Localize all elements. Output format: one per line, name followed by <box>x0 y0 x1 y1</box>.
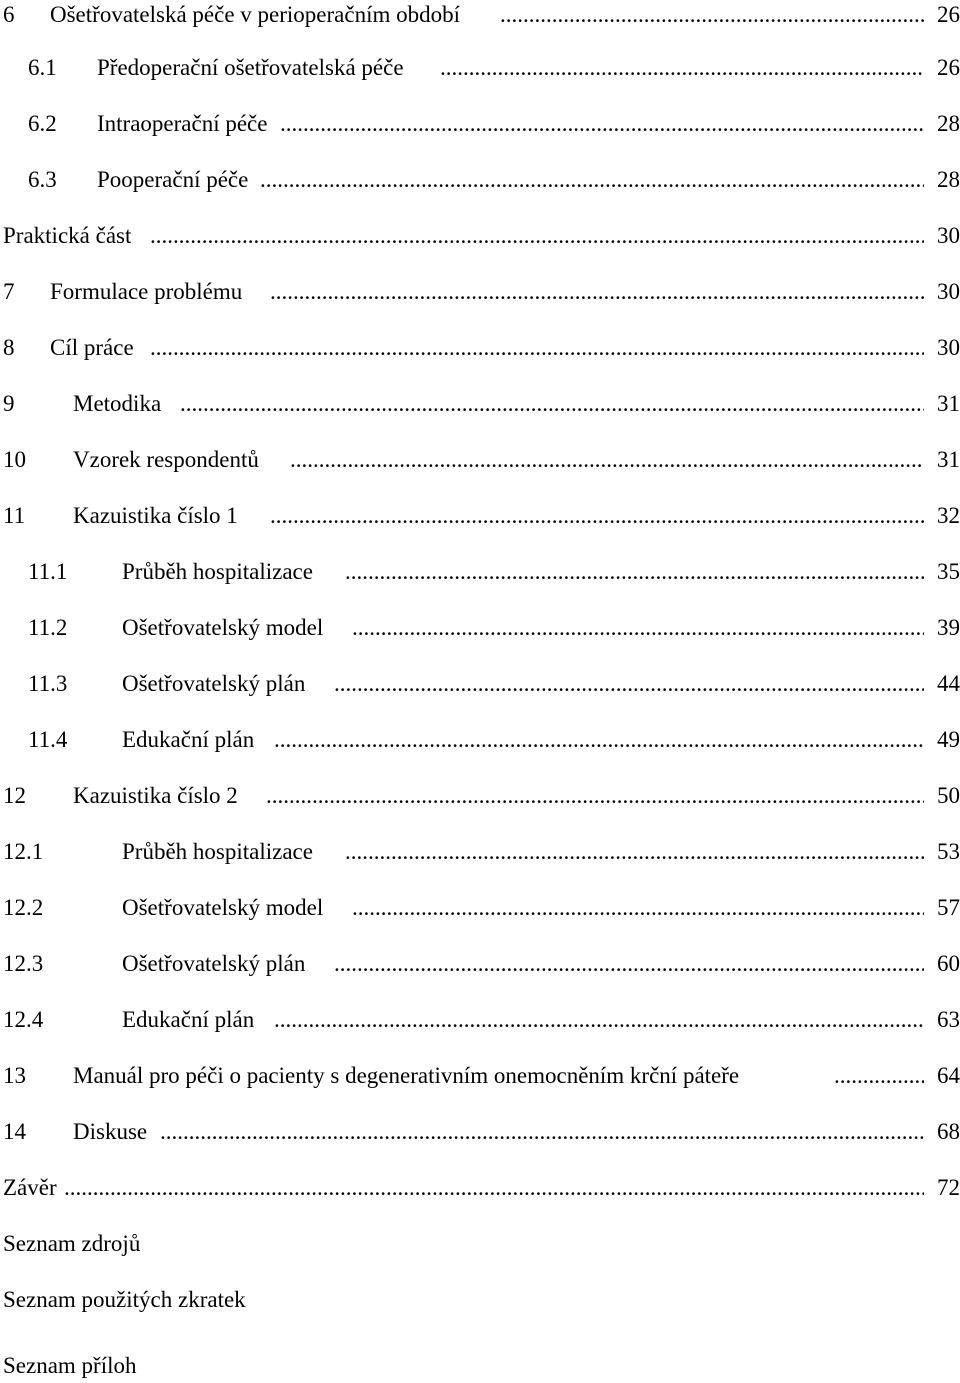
toc-entry-page: 68 <box>935 1117 960 1147</box>
toc-leader-dots <box>150 333 924 363</box>
toc-entry[interactable] <box>0 613 960 643</box>
toc-entry-page: 49 <box>935 725 960 755</box>
toc-entry-title: Cíl práce <box>50 333 136 363</box>
toc-entry-page: 26 <box>935 53 960 83</box>
toc-entry[interactable] <box>0 1351 960 1381</box>
toc-entry[interactable] <box>0 557 960 587</box>
toc-entry-title: Manuál pro péči o pacienty s degenerativním onemocněním krční páteře <box>73 1061 741 1091</box>
toc-entry[interactable] <box>0 1117 960 1147</box>
toc-entry[interactable] <box>0 165 960 195</box>
toc-entry-title: Předoperační ošetřovatelská péče <box>97 53 406 83</box>
toc-entry-page: 57 <box>935 893 960 923</box>
toc-entry-title: Průběh hospitalizace <box>122 557 315 587</box>
toc-entry-page: 30 <box>935 277 960 307</box>
toc-entry[interactable] <box>0 445 960 475</box>
toc-entry-title: Edukační plán <box>122 1005 256 1035</box>
toc-entry-page: 39 <box>935 613 960 643</box>
toc-leader-dots <box>260 165 924 195</box>
toc-entry-page: 50 <box>935 781 960 811</box>
toc-entry-title: Formulace problému <box>50 277 244 307</box>
toc-leader-dots <box>345 837 924 867</box>
toc-entry-number: 6.3 <box>28 167 57 192</box>
toc-leader-dots <box>334 669 924 699</box>
toc-entry-page: 31 <box>935 389 960 419</box>
toc-entry-title: Ošetřovatelský plán <box>122 949 307 979</box>
toc-entry-number: 6 <box>3 2 15 27</box>
toc-leader-dots <box>352 893 924 923</box>
toc-entry-number: 12.2 <box>3 895 44 920</box>
toc-entry-page: 63 <box>935 1005 960 1035</box>
toc-entry-page: 28 <box>935 109 960 139</box>
toc-entry[interactable] <box>0 1229 960 1259</box>
toc-entry[interactable] <box>0 333 960 363</box>
toc-leader-dots <box>270 501 924 531</box>
toc-entry[interactable] <box>0 221 960 251</box>
toc-entry-page: 30 <box>935 333 960 363</box>
toc-leader-dots <box>160 1117 924 1147</box>
toc-entry-title: Diskuse <box>73 1117 149 1147</box>
toc-entry-number: 12.4 <box>3 1007 44 1032</box>
toc-leader-dots <box>266 781 924 811</box>
toc-entry-title: Kazuistika číslo 1 <box>73 501 240 531</box>
toc-leader-dots <box>352 613 924 643</box>
toc-leader-dots <box>834 1061 924 1091</box>
toc-entry[interactable] <box>0 781 960 811</box>
toc-entry-page: 35 <box>935 557 960 587</box>
toc-entry-page: 60 <box>935 949 960 979</box>
toc-entry-title: Edukační plán <box>122 725 256 755</box>
toc-entry-number: 9 <box>3 391 15 416</box>
toc-entry[interactable] <box>0 0 960 30</box>
toc-entry-number: 10 <box>3 447 26 472</box>
toc-entry[interactable] <box>0 1173 960 1203</box>
toc-entry[interactable] <box>0 1005 960 1035</box>
toc-leader-dots <box>270 277 924 307</box>
toc-entry-number: 11.2 <box>28 615 68 640</box>
toc-entry-number: 12.3 <box>3 951 44 976</box>
toc-entry-page: 72 <box>935 1173 960 1203</box>
toc-entry-number: 8 <box>3 335 15 360</box>
toc-entry-page: 64 <box>935 1061 960 1091</box>
toc-leader-dots <box>274 725 924 755</box>
toc-entry-title: Ošetřovatelský model <box>122 893 325 923</box>
toc-entry-number: 6.2 <box>28 111 57 136</box>
toc-entry-number: 11.3 <box>28 671 68 696</box>
toc-entry-number: 6.1 <box>28 55 57 80</box>
toc-entry-title: Kazuistika číslo 2 <box>73 781 240 811</box>
toc-entry[interactable] <box>0 669 960 699</box>
toc-entry-number: 11.4 <box>28 727 68 752</box>
toc-entry-page: 44 <box>935 669 960 699</box>
toc-entry[interactable] <box>0 837 960 867</box>
toc-entry-title: Intraoperační péče <box>97 109 269 139</box>
toc-entry-page: 30 <box>935 221 960 251</box>
toc-entry-number: 11 <box>3 503 26 528</box>
toc-entry-number: 11.1 <box>28 559 68 584</box>
toc-leader-dots <box>150 221 924 251</box>
toc-entry[interactable] <box>0 501 960 531</box>
toc-entry-page: 53 <box>935 837 960 867</box>
toc-entry[interactable] <box>0 1061 960 1091</box>
toc-entry-number: 14 <box>3 1119 26 1144</box>
toc-entry-number: 13 <box>3 1063 26 1088</box>
toc-entry-page: 31 <box>935 445 960 475</box>
toc-entry-title: Ošetřovatelský plán <box>122 669 307 699</box>
toc-entry[interactable] <box>0 949 960 979</box>
toc-leader-dots <box>500 0 924 30</box>
toc-entry-page: 28 <box>935 165 960 195</box>
toc-entry-title: Seznam zdrojů <box>3 1229 142 1259</box>
toc-leader-dots <box>440 53 924 83</box>
toc-entry-title: Metodika <box>73 389 163 419</box>
toc-entry-number: 12 <box>3 783 26 808</box>
toc-entry-number: 7 <box>3 279 15 304</box>
toc-leader-dots <box>274 1005 924 1035</box>
toc-entry[interactable] <box>0 109 960 139</box>
toc-entry-title: Pooperační péče <box>97 165 250 195</box>
toc-entry-number: 12.1 <box>3 839 44 864</box>
toc-entry-title: Ošetřovatelský model <box>122 613 325 643</box>
toc-entry-title: Seznam použitých zkratek <box>3 1285 248 1315</box>
toc-leader-dots <box>64 1173 924 1203</box>
toc-entry[interactable] <box>0 893 960 923</box>
toc-entry-title: Vzorek respondentů <box>73 445 261 475</box>
toc-entry[interactable] <box>0 53 960 83</box>
toc-entry[interactable] <box>0 1285 960 1315</box>
toc-entry-title: Praktická část <box>3 221 133 251</box>
toc-leader-dots <box>180 389 924 419</box>
toc-leader-dots <box>290 445 924 475</box>
toc-leader-dots <box>334 949 924 979</box>
toc-entry-title: Ošetřovatelská péče v perioperačním období <box>50 0 462 30</box>
toc-entry-title: Seznam příloh <box>3 1351 139 1381</box>
toc-leader-dots <box>345 557 924 587</box>
toc-entry[interactable] <box>0 725 960 755</box>
toc-entry-page: 26 <box>935 0 960 30</box>
toc-entry-title: Průběh hospitalizace <box>122 837 315 867</box>
toc-entry[interactable] <box>0 277 960 307</box>
toc-entry[interactable] <box>0 389 960 419</box>
toc-entry-title: Závěr <box>3 1173 59 1203</box>
toc-leader-dots <box>280 109 924 139</box>
toc-entry-page: 32 <box>935 501 960 531</box>
